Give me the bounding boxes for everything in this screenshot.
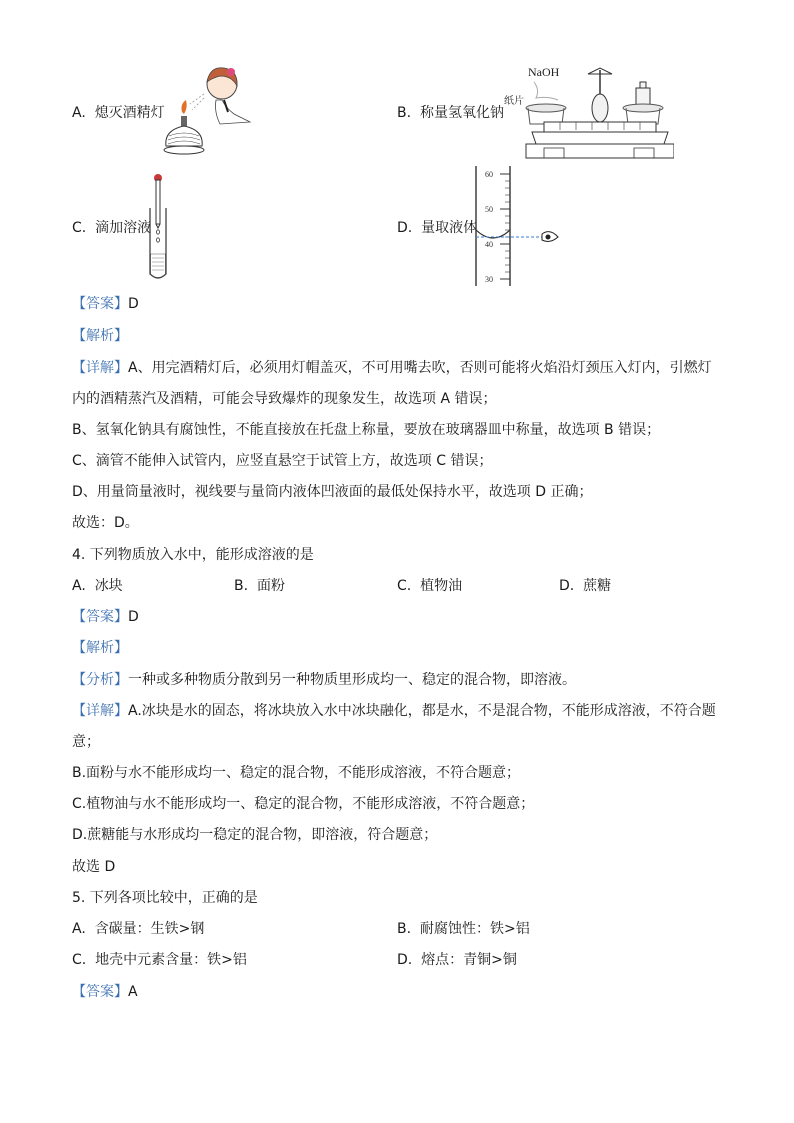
answer-value: D: [128, 609, 139, 625]
hair-bow-icon: [227, 68, 235, 76]
tick-label: 60: [485, 170, 493, 179]
q4-detail-line4: C.植物油与水不能形成均一、稳定的混合物，不能形成溶液，不符合题意；: [72, 796, 535, 812]
q3-detail-line4: C、滴管不能伸入试管内，应竖直悬空于试管上方，故选项 C 错误；: [72, 453, 493, 469]
tick-label: 30: [485, 275, 493, 284]
q3-conclusion: 故选：D。: [72, 515, 139, 531]
q4-analysis-tag: 【解析】: [72, 640, 128, 656]
weight-icon: [636, 88, 650, 106]
option-text: 面粉: [256, 578, 285, 594]
option-text: 地壳中元素含量：铁>铝: [95, 952, 247, 968]
detail-tag: 【详解】: [72, 360, 128, 376]
q3-answer: [72, 294, 139, 314]
option-letter: B.: [234, 578, 249, 594]
q3-detail-line1: [72, 358, 712, 378]
option-text: 称量氢氧化钠: [419, 105, 504, 121]
q5-option-b: [397, 919, 530, 939]
option-text: 滴加溶液: [95, 220, 152, 236]
q4-option-d: [559, 576, 611, 596]
tick-label: 40: [485, 240, 493, 249]
q5-answer: [72, 982, 138, 1002]
q5-option-d: [397, 950, 517, 970]
q4-option-a: [72, 576, 123, 596]
answer-tag: 【答案】: [72, 296, 128, 312]
detail-text: A、用完酒精灯后，必须用灯帽盖灭，不可用嘴去吹，否则可能将火焰沿灯颈压入灯内，引燃灯: [128, 360, 712, 376]
option-text: 蔗糖: [583, 578, 612, 594]
option-text: 植物油: [420, 578, 463, 594]
q3-detail-line3: B、氢氧化钠具有腐蚀性，不能直接放在托盘上称量，要放在玻璃器皿中称量，故选项 B 错误；: [72, 422, 661, 438]
option-letter: C.: [72, 952, 87, 968]
q3-analysis-tag: 【解析】: [72, 328, 128, 344]
option-a: [72, 103, 165, 123]
option-letter: A.: [72, 105, 86, 121]
detail-text: A.冰块是水的固态，将冰块放入水中冰块融化，都是水，不是混合物，不能形成溶液，不符合题: [128, 703, 716, 719]
q4-option-c: [397, 576, 462, 596]
option-d: [397, 218, 477, 238]
flame-icon: [182, 100, 187, 114]
option-text: 熔点：青铜>铜: [421, 952, 517, 968]
q3-detail-line2: 内的酒精蒸汽及酒精，可能会导致爆炸的现象发生，故选项 A 错误；: [72, 391, 497, 407]
q5-stem: 5. 下列各项比较中，正确的是: [72, 890, 258, 906]
option-letter: C.: [72, 220, 87, 236]
option-letter: D.: [559, 578, 575, 594]
q4-detail-line2: 意；: [72, 734, 100, 750]
q4-detail-line1: [72, 701, 716, 721]
q4-stem: 4. 下列物质放入水中，能形成溶液的是: [72, 547, 314, 563]
balance-figure: [504, 60, 674, 164]
option-c: [72, 218, 151, 238]
option-b: [397, 103, 504, 123]
option-text: 冰块: [94, 578, 123, 594]
naoh-label: NaOH: [528, 65, 560, 79]
q4-detail-line3: B.面粉与水不能形成均一、稳定的混合物，不能形成溶液，不符合题意；: [72, 765, 521, 781]
q5-option-c: [72, 950, 247, 970]
q5-option-a: [72, 919, 204, 939]
option-letter: D.: [397, 220, 413, 236]
paper-label: 纸片: [504, 96, 524, 107]
q4-fenxi: [72, 670, 576, 690]
dropper-test-tube-figure: [146, 170, 176, 282]
answer-tag: 【答案】: [72, 609, 128, 625]
q4-answer: [72, 607, 139, 627]
q4-conclusion: 故选 D: [72, 859, 116, 875]
option-letter: B.: [397, 105, 412, 121]
detail-tag: 【详解】: [72, 703, 128, 719]
fenxi-text: 一种或多种物质分散到另一种物质里形成均一、稳定的混合物，即溶液。: [128, 672, 576, 688]
option-letter: A.: [72, 578, 86, 594]
option-text: 耐腐蚀性：铁>铝: [419, 921, 530, 937]
option-letter: B.: [397, 921, 412, 937]
tick-label: 50: [485, 205, 493, 214]
option-text: 量取液体: [421, 220, 478, 236]
q4-option-b: [234, 576, 285, 596]
q4-detail-line5: D.蔗糖能与水形成均一稳定的混合物，即溶液，符合题意；: [72, 827, 438, 843]
graduated-cylinder-figure: [472, 164, 564, 288]
alcohol-lamp-figure: [160, 64, 256, 162]
answer-tag: 【答案】: [72, 984, 128, 1000]
answer-value: A: [128, 984, 138, 1000]
option-text: 熄灭酒精灯: [94, 105, 165, 121]
option-letter: A.: [72, 921, 86, 937]
option-letter: C.: [397, 578, 412, 594]
fenxi-tag: 【分析】: [72, 672, 128, 688]
q3-detail-line5: D、用量筒量液时，视线要与量筒内液体凹液面的最低处保持水平，故选项 D 正确；: [72, 484, 593, 500]
option-letter: D.: [397, 952, 413, 968]
answer-value: D: [128, 296, 139, 312]
option-text: 含碳量：生铁>钢: [94, 921, 205, 937]
